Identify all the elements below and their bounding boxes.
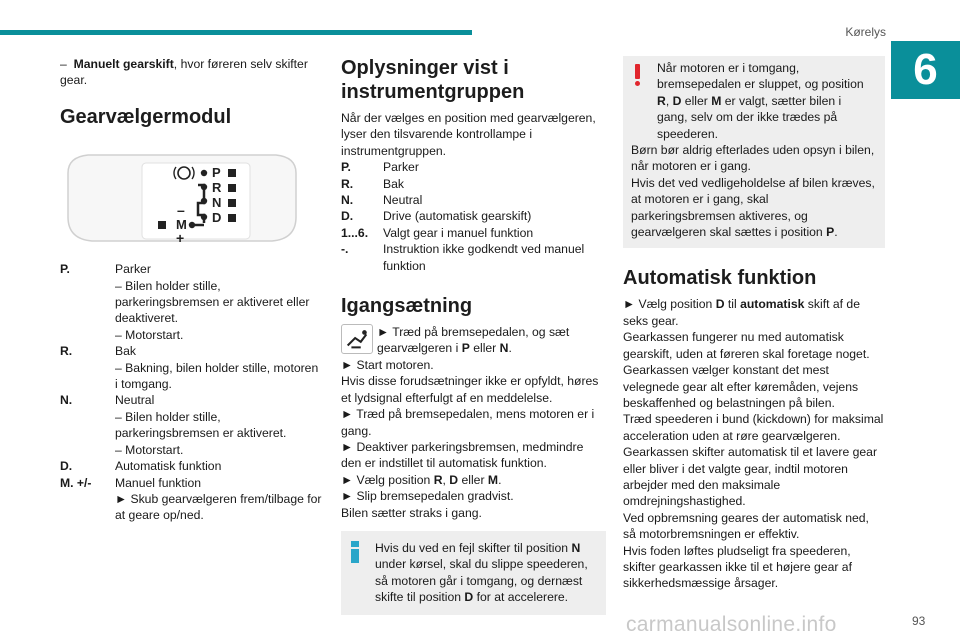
column-2	[341, 56, 606, 615]
watermark: carmanualsonline.info	[626, 613, 837, 636]
gear-label-minus: –	[177, 201, 185, 218]
starting-steps: ► Træd på bremsepedalen, og sæt gearvælgeren i P eller N. ► Start motoren. Hvis disse forudsætninger ikke er opfyldt, høres et lydsignal efterfulgt af en meddelelse. ► Træd på bremsepedalen, mens motoren er i gang. ► Deaktiver parkeringsbremsen, medmindre den er indstillet til automatisk funktion. ► Vælg position R, D eller M. ► Slip bremsepedalen gradvist. Bilen sætter straks i gang.	[341, 325, 599, 520]
indicator-square-n-icon	[228, 199, 236, 207]
indicator-square-p-icon	[228, 169, 236, 177]
instrument-definitions	[341, 159, 606, 274]
definition-row: R. Bak – Bakning, bilen holder stille, motoren i tomgang.	[60, 344, 319, 392]
definition-row: R. Bak	[341, 176, 405, 191]
header-accent-line	[0, 30, 472, 35]
definition-row: N. Neutral – Bilen holder stille, parkeringsbremsen er aktiveret. – Motorstart.	[60, 393, 287, 457]
gear-label-d: D	[212, 209, 222, 225]
page-number: 93	[912, 614, 926, 628]
definition-row: P. Parker – Bilen holder stille, parkeringsbremsen er aktiveret eller deaktiveret. – Motorstart.	[60, 262, 310, 342]
column-3	[623, 56, 885, 592]
warning-note: Når motoren er i tomgang, bremsepedalen er sluppet, og position R, D eller M er valgt, sætter bilen i gang, selv om der ikke trædes på speederen. Børn bør aldrig efterlades uden opsyn i bilen, når motoren er i gang. Hvis det ved vedligeholdelse af bilen kræves, at motoren er i gang, skal parkeringsbremsen aktiveres, og gearvælgeren skal sættes i position P.	[623, 56, 885, 248]
info-note: Hvis du ved en fejl skifter til position N under kørsel, skal du slippe speederen, så motoren går i tomgang, og dernæst skifte til position D for at accelerere.	[341, 531, 606, 615]
indicator-square-r-icon	[228, 184, 236, 192]
info-icon	[351, 541, 359, 563]
definition-row: 1...6. Valgt gear i manuel funktion	[341, 225, 534, 240]
definition-row: -. Instruktion ikke godkendt ved manuel funktion	[341, 242, 585, 273]
definition-row: D. Drive (automatisk gearskift)	[341, 209, 532, 224]
instrument-intro: Når der vælges en position med gearvælgeren, lyser den tilsvarende kontrollampe i instrumentgruppen.	[341, 111, 596, 158]
heading-instrument-info: Oplysninger vist i instrumentgruppen	[341, 57, 525, 103]
definition-row: D. Automatisk funktion	[60, 459, 222, 474]
heading-starting: Igangsætning	[341, 295, 473, 318]
heading-gear-selector: Gearvælgermodul	[60, 105, 232, 128]
definition-row: N. Neutral	[341, 193, 423, 208]
foot-on-brake-icon	[341, 324, 373, 354]
gear-selector-illustration	[62, 143, 302, 247]
gear-position-definitions	[60, 261, 322, 524]
gear-label-m: M	[176, 216, 187, 232]
gear-label-r: R	[212, 179, 222, 195]
intro-paragraph: – Manuelt gearskift, hvor føreren selv skifter gear.	[60, 57, 308, 88]
section-title: Kørelys	[845, 25, 886, 39]
definition-row: P. Parker	[341, 160, 419, 175]
indicator-square-m-icon	[158, 221, 166, 229]
indicator-square-d-icon	[228, 214, 236, 222]
chapter-number-badge: 6	[891, 41, 960, 99]
warning-icon	[633, 64, 641, 86]
heading-automatic-mode: Automatisk funktion	[623, 267, 817, 290]
gear-label-plus: +	[176, 229, 185, 246]
gear-label-p: P	[212, 164, 221, 180]
gear-label-n: N	[212, 194, 222, 210]
column-1	[60, 56, 322, 524]
definition-row: M. +/- Manuel funktion ► Skub gearvælgeren frem/tilbage for at geare op/ned.	[60, 475, 322, 523]
automatic-mode-text: ► Vælg position D til automatisk skift af de seks gear. Gearkassen fungerer nu med automatisk gearskift, uden at føreren skal foretage noget. Gearkassen vælger konstant det mest velegnede gear alt efter køremåden, vejens beskaffenhed og belastningen på bilen. Træd speederen i bund (kickdown) for maksimal acceleration uden at røre gearvælgeren. Gearkassen skifter automatisk til et lavere gear eller bliver i det valgte gear, indtil motoren arbejder med den maksimale omdrejningshastighed. Ved opbremsning geares der automatisk ned, så motorbremsningen er effektiv. Hvis foden løftes pludseligt fra speederen, skifter gearkassen ikke til et højere gear af sikkerhedsmæssige årsager.	[623, 297, 884, 591]
